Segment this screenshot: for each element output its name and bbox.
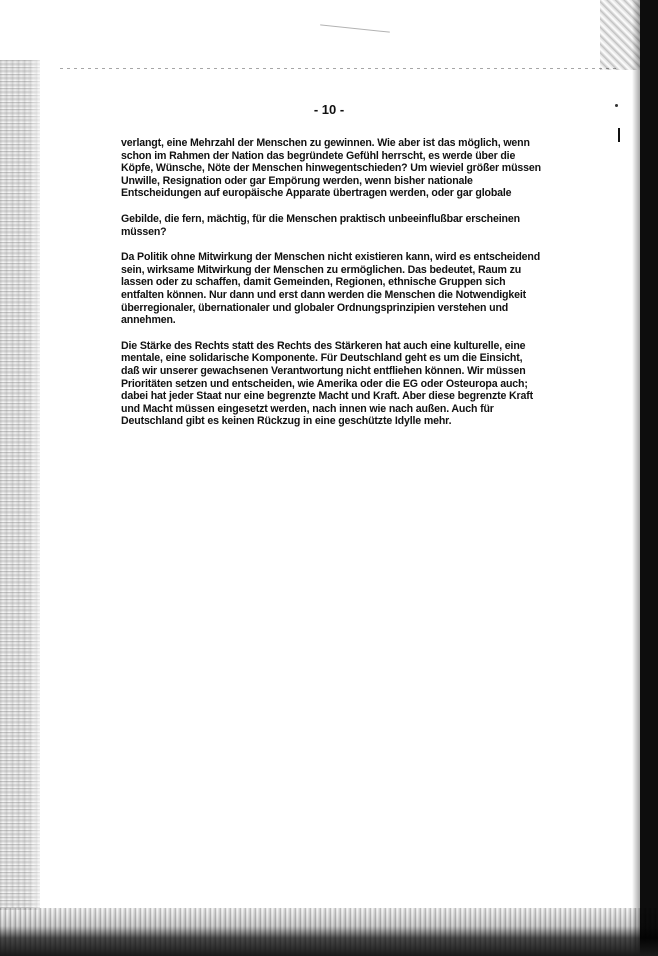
scan-edge-right-shadow (632, 0, 640, 956)
text-line: Köpfe, Wünsche, Nöte der Menschen hinwegentschieden? Um wieviel größer müssen (121, 162, 541, 175)
body-text (121, 137, 561, 441)
text-line: schon im Rahmen der Nation das begründete Gefühl herrscht, es werde über die (121, 149, 516, 162)
scan-top-mark (320, 24, 390, 32)
paragraph (121, 137, 561, 200)
paragraph (121, 340, 561, 428)
scan-top-rule (60, 68, 620, 69)
text-line: lassen oder zu schaffen, damit Gemeinden, Regionen, ethnische Gruppen sich (121, 276, 506, 289)
text-line: Gebilde, die fern, mächtig, für die Menschen praktisch unbeeinflußbar erscheinen (121, 212, 520, 225)
text-line: sein, wirksame Mitwirkung der Menschen zu ermöglichen. Das bedeutet, Raum zu (121, 263, 522, 276)
text-line: überregionaler, übernationaler und globaler Ordnungsprinzipien verstehen und (121, 301, 509, 314)
text-line: Deutschland gibt es keinen Rückzug in eine geschützte Idylle mehr. (121, 415, 452, 428)
text-line: daß wir unserer gewachsenen Verantwortung nicht entfliehen können. Wir müssen (121, 364, 526, 377)
paragraph (121, 213, 561, 238)
text-line: Die Stärke des Rechts statt des Rechts des Stärkeren hat auch eine kulturelle, eine (121, 339, 526, 352)
text-line: müssen? (121, 225, 167, 238)
scan-edge-left-fade (28, 60, 48, 910)
scan-edge-bottom (0, 908, 658, 956)
text-line: annehmen. (121, 314, 176, 327)
text-line: entfalten können. Nur dann und erst dann werden die Menschen die Notwendigkeit (121, 288, 527, 301)
text-line: verlangt, eine Mehrzahl der Menschen zu gewinnen. Wie aber ist das möglich, wenn (121, 137, 530, 149)
page-number: - 10 - (313, 102, 345, 117)
text-line: Unwille, Resignation oder gar Empörung werden, wenn bisher nationale (121, 174, 473, 187)
text-line: Prioritäten setzen und entscheiden, wie Amerika oder die EG oder Osteuropa auch; (121, 377, 528, 390)
text-line: dabei hat jeder Staat nur eine begrenzte Macht und Kraft. Aber diese begrenzte Kraft (121, 390, 534, 403)
text-line: mentale, eine solidarische Komponente. Für Deutschland geht es um die Einsicht, (121, 352, 523, 365)
paragraph (121, 251, 561, 327)
text-line: Da Politik ohne Mitwirkung der Menschen nicht existieren kann, wird es entscheidend (121, 251, 541, 264)
text-line: Entscheidungen auf europäische Apparate übertragen werden, oder gar globale (121, 187, 512, 200)
scan-edge-right (640, 0, 658, 956)
text-line: und Macht müssen eingesetzt werden, nach innen wie nach außen. Auch für (121, 402, 494, 415)
margin-mark (618, 128, 620, 142)
